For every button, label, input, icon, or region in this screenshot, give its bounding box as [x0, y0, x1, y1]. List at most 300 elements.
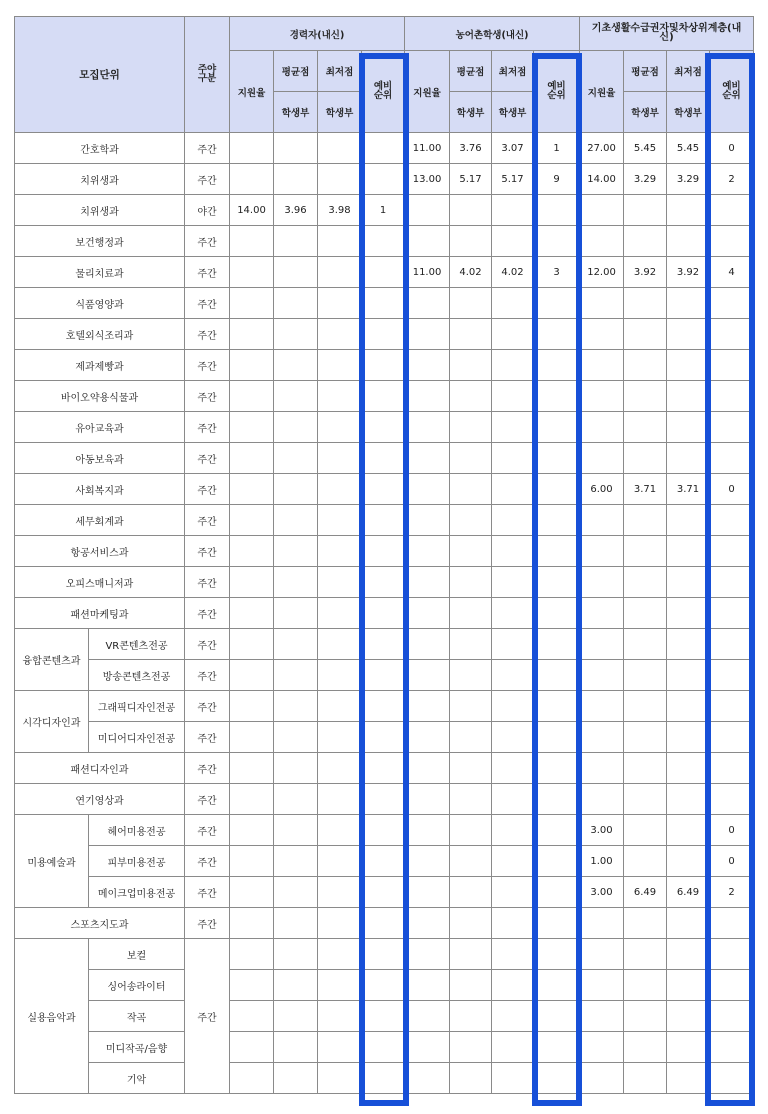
basic-applicants-cell: [580, 536, 624, 567]
rural-min-cell: [492, 1001, 534, 1032]
career-reserve-cell: [362, 319, 405, 350]
career-min-cell: [318, 908, 362, 939]
rural-reserve-cell: [534, 567, 580, 598]
dept-name: 스포츠지도과: [15, 908, 185, 939]
basic-applicants-cell: 6.00: [580, 474, 624, 505]
career-applicants-cell: [230, 505, 274, 536]
rural-avg-cell: [450, 877, 492, 908]
basic-applicants-cell: [580, 691, 624, 722]
table-row: [15, 970, 754, 1001]
rural-reserve-cell: [534, 381, 580, 412]
rural-applicants-cell: [405, 753, 450, 784]
basic-min-cell: [667, 319, 710, 350]
table-row: [15, 722, 754, 753]
major-name: 싱어송라이터: [89, 970, 185, 1001]
basic-avg-cell: [624, 412, 667, 443]
rural-avg-cell: [450, 412, 492, 443]
basic-min-cell: [667, 846, 710, 877]
results-body: [15, 133, 754, 1094]
basic-avg-cell: [624, 443, 667, 474]
career-applicants-cell: [230, 443, 274, 474]
basic-reserve-cell: [710, 691, 754, 722]
career-min-cell: [318, 1001, 362, 1032]
career-reserve-cell: [362, 753, 405, 784]
rural-min-cell: 5.17: [492, 164, 534, 195]
career-reserve-cell: [362, 815, 405, 846]
basic-min-cell: [667, 629, 710, 660]
basic-applicants-cell: [580, 660, 624, 691]
basic-reserve-cell: 0: [710, 133, 754, 164]
rural-avg-cell: [450, 350, 492, 381]
career-avg-cell: [274, 939, 318, 970]
career-min-cell: [318, 877, 362, 908]
career-min-cell: [318, 350, 362, 381]
rural-avg-cell: [450, 319, 492, 350]
table-row: [15, 939, 754, 970]
rural-reserve-cell: [534, 412, 580, 443]
career-min-cell: [318, 412, 362, 443]
basic-applicants-cell: [580, 598, 624, 629]
career-min-cell: [318, 319, 362, 350]
rural-avg-cell: [450, 598, 492, 629]
career-applicants-cell: [230, 815, 274, 846]
rural-min-cell: [492, 536, 534, 567]
rural-avg-cell: [450, 567, 492, 598]
basic-applicants-cell: 3.00: [580, 877, 624, 908]
rural-applicants-cell: [405, 846, 450, 877]
career-avg-cell: [274, 567, 318, 598]
rural-applicants-cell: [405, 629, 450, 660]
rural-avg-cell: [450, 970, 492, 1001]
career-avg-cell: [274, 1001, 318, 1032]
rural-avg-cell: [450, 753, 492, 784]
career-min-cell: [318, 815, 362, 846]
basic-avg-cell: [624, 1001, 667, 1032]
basic-applicants-cell: [580, 629, 624, 660]
table-row: [15, 1063, 754, 1094]
career-min-cell: 3.98: [318, 195, 362, 226]
career-avg-cell: [274, 1032, 318, 1063]
basic-min-cell: [667, 815, 710, 846]
basic-reserve-cell: 0: [710, 846, 754, 877]
career-avg-cell: [274, 257, 318, 288]
rural-min-cell: [492, 598, 534, 629]
basic-reserve-cell: [710, 412, 754, 443]
dept-name: 패션마케팅과: [15, 598, 185, 629]
header-day-night: 주야구분: [185, 17, 230, 133]
rural-reserve-cell: [534, 598, 580, 629]
basic-reserve-cell: [710, 195, 754, 226]
rural-reserve-cell: [534, 753, 580, 784]
rural-min-cell: [492, 629, 534, 660]
career-applicants-cell: [230, 474, 274, 505]
major-name: 미디어디자인전공: [89, 722, 185, 753]
day-night-cell: 주간: [185, 691, 230, 722]
day-night-cell: 주간: [185, 257, 230, 288]
dept-name: 아동보육과: [15, 443, 185, 474]
rural-applicants-cell: [405, 443, 450, 474]
career-avg-cell: [274, 226, 318, 257]
basic-reserve-cell: [710, 753, 754, 784]
career-reserve-cell: [362, 908, 405, 939]
career-avg-cell: [274, 319, 318, 350]
header-avg: 평균점: [450, 51, 492, 92]
career-avg-cell: [274, 753, 318, 784]
table-row: [15, 815, 754, 846]
basic-min-cell: [667, 536, 710, 567]
basic-min-cell: [667, 1032, 710, 1063]
career-reserve-cell: [362, 784, 405, 815]
header-group-rural: 농어촌학생(내신): [405, 17, 580, 51]
basic-applicants-cell: [580, 1032, 624, 1063]
career-applicants-cell: [230, 1001, 274, 1032]
basic-reserve-cell: [710, 288, 754, 319]
basic-avg-cell: [624, 846, 667, 877]
table-row: [15, 753, 754, 784]
career-applicants-cell: [230, 784, 274, 815]
table-row: [15, 443, 754, 474]
basic-reserve-cell: [710, 350, 754, 381]
table-row: [15, 598, 754, 629]
table-row: [15, 350, 754, 381]
career-avg-cell: [274, 784, 318, 815]
basic-applicants-cell: [580, 970, 624, 1001]
table-row: [15, 505, 754, 536]
rural-min-cell: [492, 1032, 534, 1063]
basic-avg-cell: 3.71: [624, 474, 667, 505]
basic-reserve-cell: [710, 784, 754, 815]
basic-avg-cell: [624, 1063, 667, 1094]
header-min: 최저점: [667, 51, 710, 92]
basic-min-cell: [667, 381, 710, 412]
rural-avg-cell: 5.17: [450, 164, 492, 195]
basic-applicants-cell: [580, 939, 624, 970]
day-night-cell: 주간: [185, 350, 230, 381]
rural-avg-cell: [450, 784, 492, 815]
career-min-cell: [318, 753, 362, 784]
basic-avg-cell: [624, 722, 667, 753]
basic-applicants-cell: [580, 505, 624, 536]
career-reserve-cell: [362, 1063, 405, 1094]
day-night-cell: 주간: [185, 381, 230, 412]
table-row: [15, 412, 754, 443]
career-min-cell: [318, 536, 362, 567]
career-applicants-cell: [230, 133, 274, 164]
rural-avg-cell: 4.02: [450, 257, 492, 288]
dept-name: 치위생과: [15, 195, 185, 226]
rural-reserve-cell: [534, 536, 580, 567]
rural-reserve-cell: [534, 288, 580, 319]
career-min-cell: [318, 288, 362, 319]
basic-applicants-cell: [580, 722, 624, 753]
career-min-cell: [318, 846, 362, 877]
day-night-cell: 주간: [185, 505, 230, 536]
basic-min-cell: [667, 970, 710, 1001]
table-row: [15, 784, 754, 815]
table-row: [15, 195, 754, 226]
basic-applicants-cell: [580, 288, 624, 319]
career-min-cell: [318, 660, 362, 691]
header-reserve: 예비순위: [362, 51, 405, 133]
rural-avg-cell: [450, 1032, 492, 1063]
rural-reserve-cell: [534, 970, 580, 1001]
header-reserve: 예비순위: [534, 51, 580, 133]
day-night-cell: 주간: [185, 939, 230, 1094]
career-min-cell: [318, 784, 362, 815]
basic-min-cell: [667, 598, 710, 629]
dept-name: 세무회계과: [15, 505, 185, 536]
career-reserve-cell: [362, 164, 405, 195]
basic-reserve-cell: [710, 1001, 754, 1032]
header-student-record: 학생부: [492, 92, 534, 133]
basic-applicants-cell: 3.00: [580, 815, 624, 846]
career-applicants-cell: [230, 691, 274, 722]
header-reserve: 예비순위: [710, 51, 754, 133]
table-row: [15, 1032, 754, 1063]
rural-reserve-cell: [534, 350, 580, 381]
career-applicants-cell: [230, 939, 274, 970]
table-row: [15, 319, 754, 350]
rural-avg-cell: [450, 505, 492, 536]
career-applicants-cell: [230, 536, 274, 567]
basic-avg-cell: [624, 660, 667, 691]
day-night-cell: 주간: [185, 815, 230, 846]
career-avg-cell: [274, 536, 318, 567]
career-min-cell: [318, 970, 362, 1001]
header-student-record: 학생부: [318, 92, 362, 133]
basic-reserve-cell: [710, 319, 754, 350]
basic-min-cell: [667, 1001, 710, 1032]
rural-reserve-cell: [534, 226, 580, 257]
career-min-cell: [318, 381, 362, 412]
dept-name: 미용예술과: [15, 815, 89, 908]
rural-reserve-cell: [534, 443, 580, 474]
rural-avg-cell: [450, 846, 492, 877]
table-row: [15, 567, 754, 598]
rural-avg-cell: [450, 536, 492, 567]
dept-name: 실용음악과: [15, 939, 89, 1094]
basic-min-cell: [667, 753, 710, 784]
day-night-cell: 주간: [185, 226, 230, 257]
day-night-cell: 주간: [185, 536, 230, 567]
basic-reserve-cell: [710, 567, 754, 598]
rural-applicants-cell: [405, 319, 450, 350]
major-name: 작곡: [89, 1001, 185, 1032]
table-row: [15, 908, 754, 939]
day-night-cell: 주간: [185, 722, 230, 753]
rural-reserve-cell: [534, 815, 580, 846]
rural-applicants-cell: [405, 908, 450, 939]
basic-applicants-cell: 27.00: [580, 133, 624, 164]
major-name: 메이크업미용전공: [89, 877, 185, 908]
day-night-cell: 주간: [185, 319, 230, 350]
career-avg-cell: [274, 815, 318, 846]
table-row: [15, 226, 754, 257]
rural-min-cell: [492, 319, 534, 350]
basic-reserve-cell: [710, 629, 754, 660]
career-avg-cell: [274, 629, 318, 660]
rural-min-cell: [492, 846, 534, 877]
career-reserve-cell: [362, 288, 405, 319]
header-applicants: 지원율: [230, 51, 274, 133]
career-avg-cell: [274, 1063, 318, 1094]
career-applicants-cell: [230, 226, 274, 257]
basic-min-cell: 6.49: [667, 877, 710, 908]
basic-applicants-cell: 1.00: [580, 846, 624, 877]
rural-min-cell: [492, 288, 534, 319]
career-avg-cell: [274, 722, 318, 753]
rural-avg-cell: [450, 474, 492, 505]
basic-reserve-cell: 4: [710, 257, 754, 288]
rural-reserve-cell: [534, 1063, 580, 1094]
basic-min-cell: [667, 567, 710, 598]
career-reserve-cell: [362, 505, 405, 536]
rural-applicants-cell: [405, 505, 450, 536]
rural-applicants-cell: [405, 1032, 450, 1063]
day-night-cell: 주간: [185, 660, 230, 691]
basic-applicants-cell: [580, 784, 624, 815]
rural-applicants-cell: [405, 598, 450, 629]
rural-applicants-cell: [405, 1063, 450, 1094]
rural-reserve-cell: 9: [534, 164, 580, 195]
table-row: [15, 288, 754, 319]
rural-reserve-cell: [534, 629, 580, 660]
career-avg-cell: 3.96: [274, 195, 318, 226]
career-avg-cell: [274, 970, 318, 1001]
rural-reserve-cell: 1: [534, 133, 580, 164]
basic-avg-cell: 6.49: [624, 877, 667, 908]
rural-min-cell: 4.02: [492, 257, 534, 288]
career-applicants-cell: [230, 412, 274, 443]
career-min-cell: [318, 567, 362, 598]
career-reserve-cell: [362, 567, 405, 598]
career-applicants-cell: [230, 350, 274, 381]
rural-reserve-cell: [534, 908, 580, 939]
career-avg-cell: [274, 877, 318, 908]
basic-reserve-cell: 0: [710, 815, 754, 846]
dept-name: 식품영양과: [15, 288, 185, 319]
basic-min-cell: 3.29: [667, 164, 710, 195]
career-avg-cell: [274, 598, 318, 629]
dept-name: 간호학과: [15, 133, 185, 164]
basic-reserve-cell: [710, 1063, 754, 1094]
career-reserve-cell: [362, 970, 405, 1001]
career-avg-cell: [274, 350, 318, 381]
rural-avg-cell: [450, 288, 492, 319]
career-reserve-cell: [362, 722, 405, 753]
basic-avg-cell: [624, 598, 667, 629]
rural-min-cell: [492, 939, 534, 970]
header-student-record: 학생부: [450, 92, 492, 133]
rural-avg-cell: [450, 629, 492, 660]
rural-applicants-cell: [405, 660, 450, 691]
basic-avg-cell: [624, 381, 667, 412]
header-avg: 평균점: [624, 51, 667, 92]
rural-min-cell: [492, 443, 534, 474]
career-min-cell: [318, 164, 362, 195]
rural-reserve-cell: [534, 722, 580, 753]
basic-min-cell: [667, 908, 710, 939]
rural-min-cell: [492, 722, 534, 753]
basic-min-cell: [667, 660, 710, 691]
rural-reserve-cell: [534, 784, 580, 815]
header-min: 최저점: [492, 51, 534, 92]
header-applicants: 지원율: [405, 51, 450, 133]
basic-min-cell: [667, 722, 710, 753]
rural-reserve-cell: [534, 1001, 580, 1032]
rural-applicants-cell: [405, 877, 450, 908]
rural-reserve-cell: [534, 474, 580, 505]
career-min-cell: [318, 939, 362, 970]
rural-avg-cell: [450, 660, 492, 691]
career-applicants-cell: [230, 846, 274, 877]
table-row: [15, 536, 754, 567]
header-student-record: 학생부: [624, 92, 667, 133]
basic-applicants-cell: [580, 412, 624, 443]
career-reserve-cell: [362, 226, 405, 257]
admission-results-sheet: [14, 16, 753, 1094]
basic-avg-cell: [624, 536, 667, 567]
dept-name: 패션디자인과: [15, 753, 185, 784]
rural-applicants-cell: [405, 195, 450, 226]
basic-avg-cell: [624, 691, 667, 722]
header-student-record: 학생부: [274, 92, 318, 133]
basic-applicants-cell: 14.00: [580, 164, 624, 195]
rural-applicants-cell: [405, 288, 450, 319]
basic-avg-cell: [624, 970, 667, 1001]
basic-reserve-cell: [710, 939, 754, 970]
rural-min-cell: [492, 474, 534, 505]
table-row: [15, 164, 754, 195]
table-row: [15, 877, 754, 908]
rural-reserve-cell: [534, 195, 580, 226]
basic-avg-cell: [624, 1032, 667, 1063]
basic-min-cell: [667, 412, 710, 443]
rural-min-cell: [492, 815, 534, 846]
rural-avg-cell: [450, 939, 492, 970]
header-student-record: 학생부: [667, 92, 710, 133]
basic-avg-cell: [624, 908, 667, 939]
basic-min-cell: [667, 1063, 710, 1094]
career-reserve-cell: [362, 381, 405, 412]
rural-min-cell: [492, 195, 534, 226]
day-night-cell: 주간: [185, 877, 230, 908]
career-min-cell: [318, 691, 362, 722]
rural-min-cell: [492, 660, 534, 691]
rural-reserve-cell: [534, 1032, 580, 1063]
rural-applicants-cell: [405, 412, 450, 443]
day-night-cell: 야간: [185, 195, 230, 226]
day-night-cell: 주간: [185, 443, 230, 474]
career-applicants-cell: [230, 877, 274, 908]
basic-applicants-cell: [580, 1001, 624, 1032]
basic-min-cell: [667, 505, 710, 536]
career-applicants-cell: [230, 629, 274, 660]
career-min-cell: [318, 474, 362, 505]
basic-reserve-cell: [710, 381, 754, 412]
career-avg-cell: [274, 288, 318, 319]
day-night-cell: 주간: [185, 412, 230, 443]
header-avg: 평균점: [274, 51, 318, 92]
basic-applicants-cell: [580, 350, 624, 381]
rural-reserve-cell: [534, 691, 580, 722]
career-reserve-cell: [362, 629, 405, 660]
rural-applicants-cell: 13.00: [405, 164, 450, 195]
basic-avg-cell: [624, 753, 667, 784]
career-min-cell: [318, 505, 362, 536]
career-reserve-cell: [362, 536, 405, 567]
day-night-cell: 주간: [185, 164, 230, 195]
